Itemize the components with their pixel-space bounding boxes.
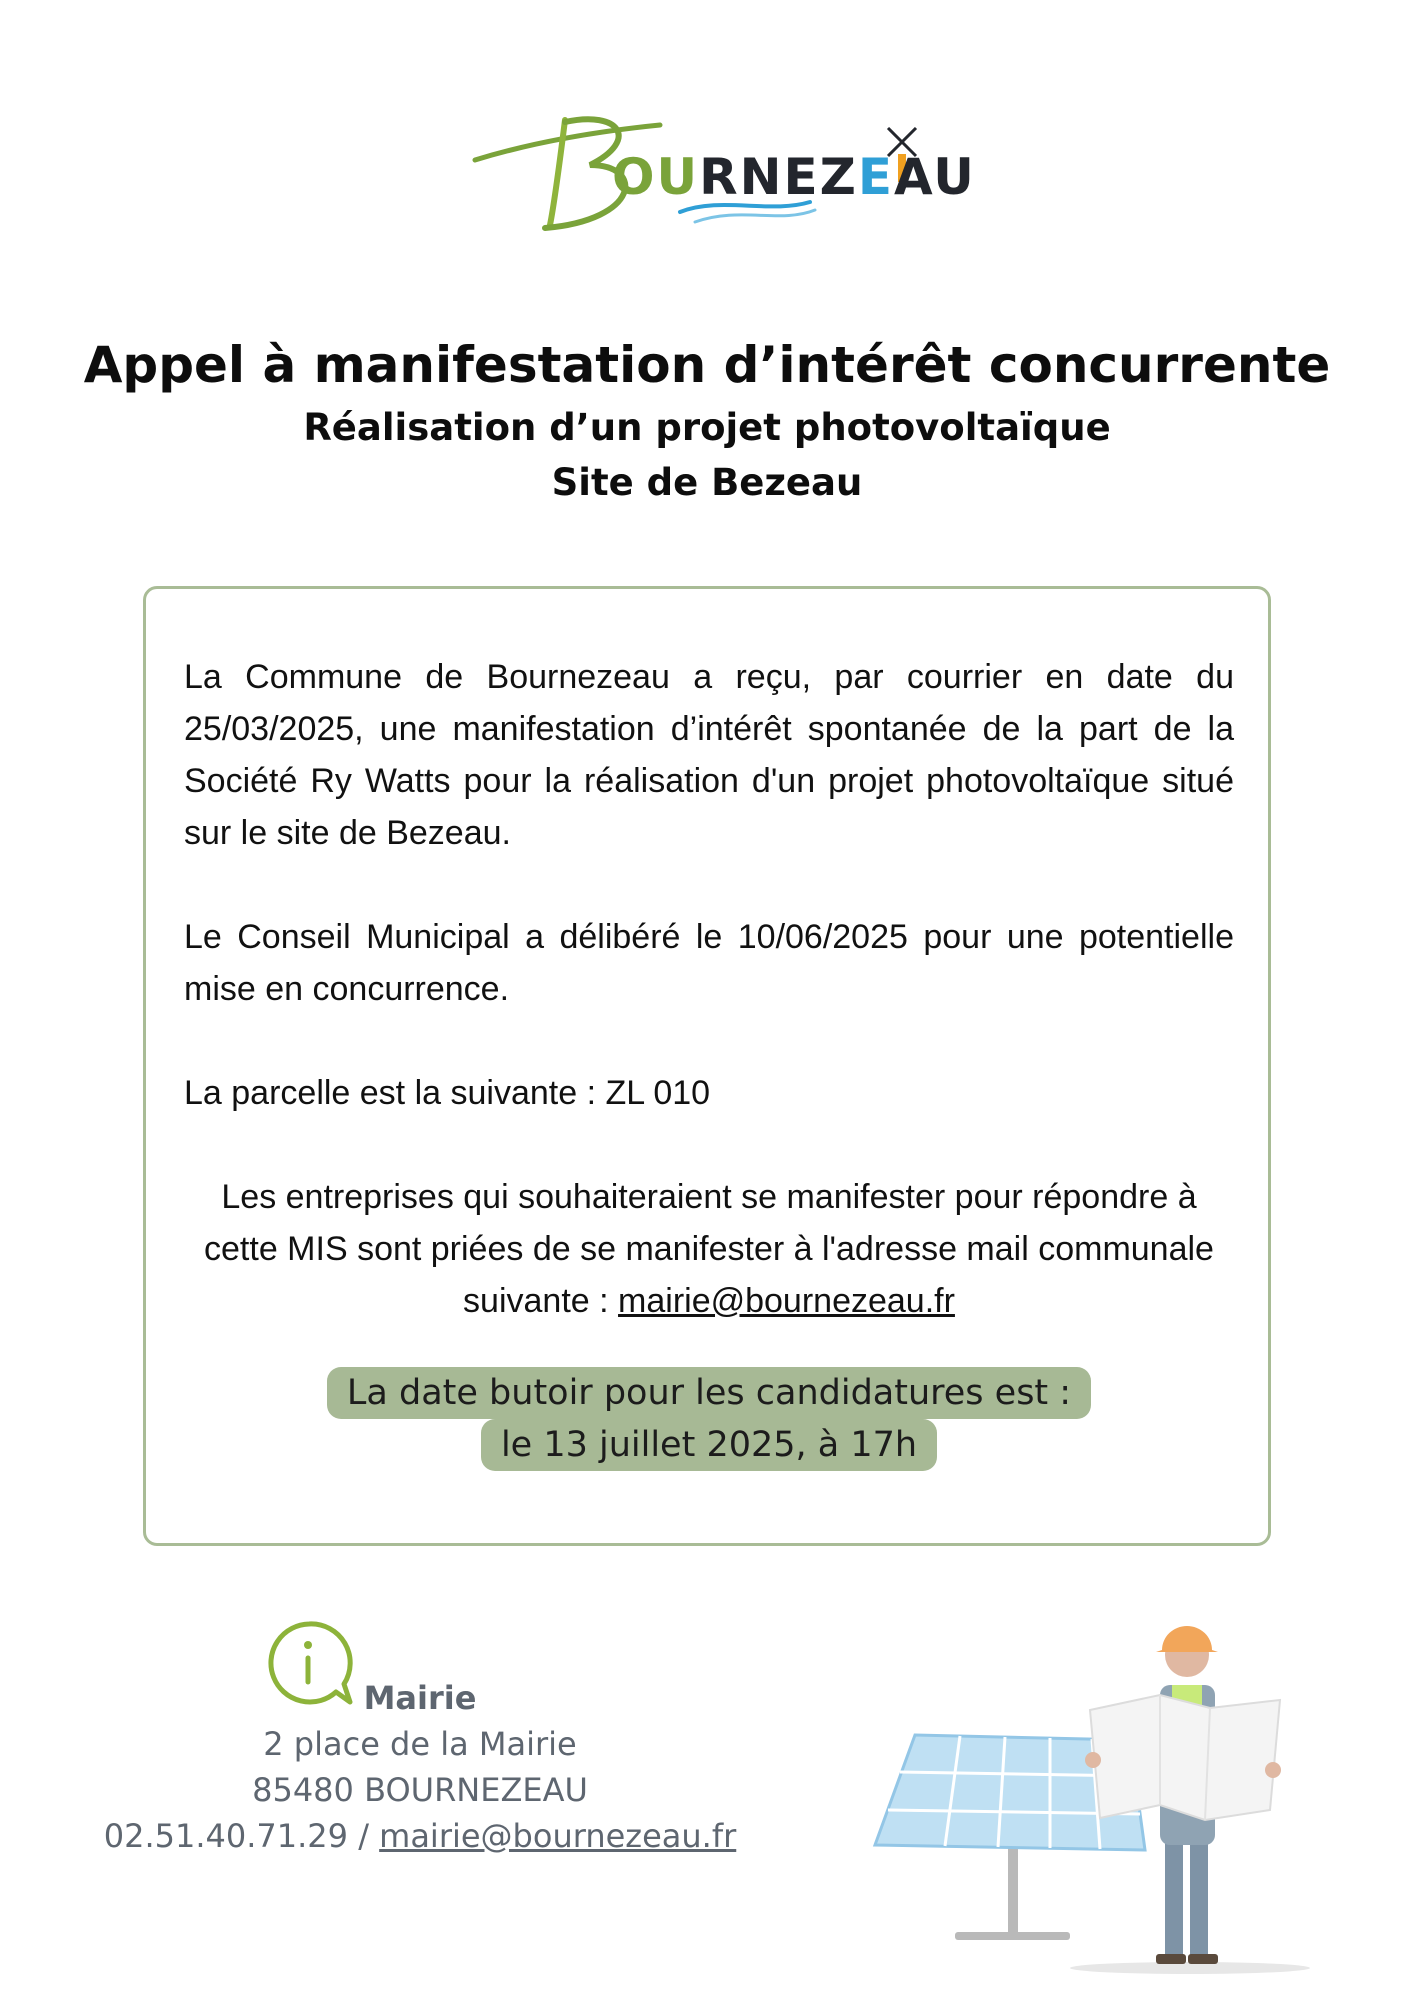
notice-paragraph-council: Le Conseil Municipal a délibéré le 10/06/2025 pour une potentielle mise en concurrence.: [184, 918, 1234, 1008]
logo-wordmark: OURNEZEAU: [612, 148, 976, 206]
page-subtitle: Réalisation d’un projet photovoltaïque: [303, 406, 1111, 449]
site-name: Site de Bezeau: [551, 461, 863, 504]
deadline-line-2: le 13 juillet 2025, à 17h: [481, 1419, 937, 1471]
notice-paragraph-received: La Commune de Bournezeau a reçu, par courrier en date du 25/03/2025, une manifestation d’intérêt spontanée de la part de la Société Ry Watts pour la réalisation d'un projet photovoltaïque situé sur le site de Bezeau.: [184, 658, 1234, 852]
page-title: Appel à manifestation d’intérêt concurrente: [83, 336, 1331, 394]
contact-name: Mairie: [363, 1679, 477, 1717]
contact-instructions-text: Les entreprises qui souhaiteraient se manifester pour répondre à cette MIS sont priées de se manifester à l'adresse mail communale suivante :: [204, 1178, 1214, 1320]
contact-city: 85480 BOURNEZEAU: [252, 1771, 588, 1809]
contact-email-link[interactable]: mairie@bournezeau.fr: [379, 1817, 737, 1855]
contact-separator: /: [348, 1817, 380, 1855]
contact-phone-email: [100, 1813, 740, 1859]
title-block: [0, 330, 1414, 510]
notice-body: [184, 651, 1234, 1471]
contact-block: [100, 1675, 740, 1859]
contact-phone: 02.51.40.71.29: [103, 1817, 349, 1855]
notice-box: [143, 586, 1271, 1546]
notice-paragraph-contact: [184, 1171, 1234, 1327]
contact-address: 2 place de la Mairie: [263, 1725, 577, 1763]
engineer-solar-panel-illustration: [860, 1590, 1320, 1980]
notice-email-link[interactable]: mairie@bournezeau.fr: [618, 1282, 955, 1320]
deadline-line-1: La date butoir pour les candidatures est :: [327, 1367, 1091, 1419]
notice-paragraph-parcel: La parcelle est la suivante : ZL 010: [184, 1074, 711, 1112]
deadline-banner: [184, 1367, 1234, 1471]
bournezeau-logo: [470, 110, 976, 240]
